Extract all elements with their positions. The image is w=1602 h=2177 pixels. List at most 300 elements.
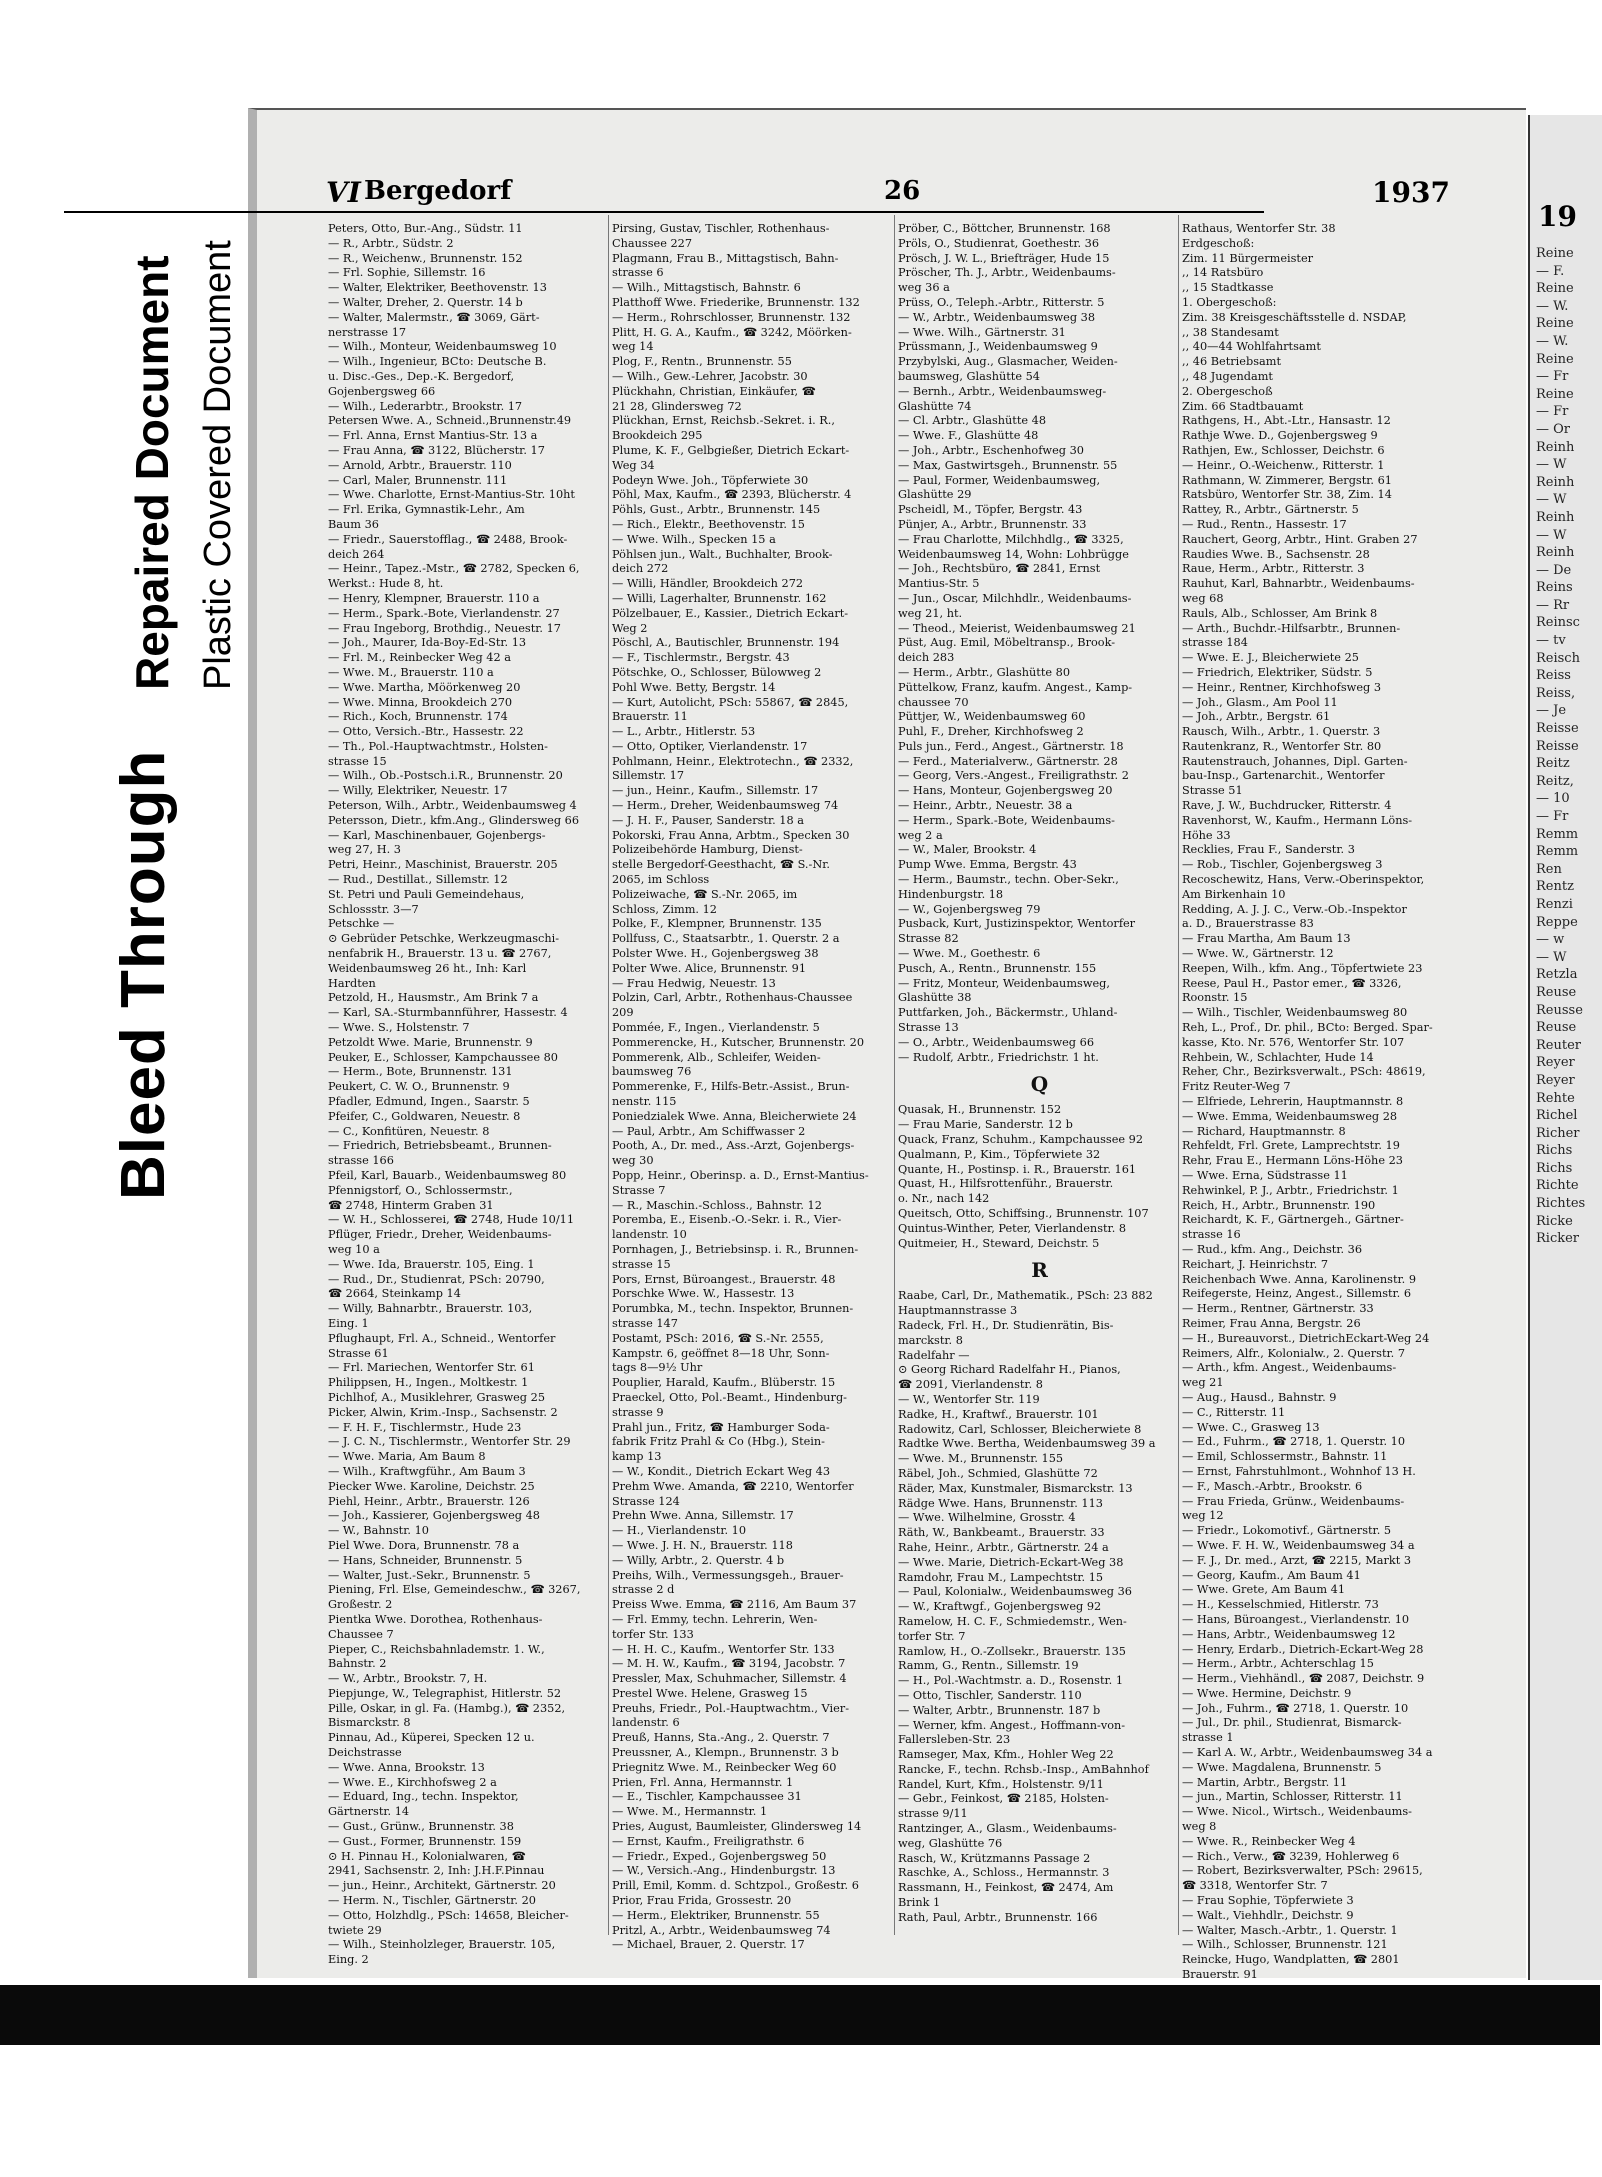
directory-entry: Brookdeich 295 (612, 429, 703, 443)
directory-entry: — Arth., kfm. Angest., Weidenbaums- (1182, 1361, 1397, 1375)
directory-entry: Schlossstr. 3—7 (328, 902, 419, 916)
directory-entry: Prüss, O., Teleph.-Arbtr., Ritterstr. 5 (898, 295, 1105, 309)
directory-entry: — Karl, Maschinenbauer, Gojenbergs- (328, 828, 546, 842)
directory-entry: — Rud., Rentn., Hassestr. 17 (1182, 517, 1347, 531)
directory-entry: weg 21, ht. (898, 606, 963, 620)
directory-entry: Poremba, E., Eisenb.-O.-Sekr. i. R., Vier- (612, 1213, 842, 1227)
directory-entry: — H., Bureauvorst., DietrichEckart-Weg 24 (1182, 1331, 1430, 1345)
directory-entry: — Wwe. Grete, Am Baum 41 (1182, 1583, 1346, 1597)
directory-entry: — Karl, SA.-Sturmbannführer, Hassestr. 4 (328, 1006, 568, 1020)
directory-entry: Puhl, F., Dreher, Kirchhofsweg 2 (898, 725, 1084, 739)
directory-entry: weg 36 a (898, 281, 950, 295)
directory-column-3 (898, 222, 1181, 1942)
directory-entry: — Joh., Maurer, Ida-Boy-Ed-Str. 13 (328, 636, 527, 650)
directory-entry: Preihs, Wilh., Vermessungsgeh., Brauer- (612, 1568, 844, 1582)
directory-entry: — Frl. Sophie, Sillemstr. 16 (328, 266, 486, 280)
directory-entry: u. Disc.-Ges., Dep.-K. Bergedorf, (328, 369, 515, 383)
directory-entry: — Henry, Erdarb., Dietrich-Eckart-Weg 28 (1182, 1642, 1424, 1656)
directory-entry: Rath, Paul, Arbtr., Brunnenstr. 166 (898, 1910, 1098, 1924)
directory-entry: — Max, Gastwirtsgeh., Brunnenstr. 55 (898, 458, 1118, 472)
directory-entry: Ramelow, H. C. F., Schmiedemstr., Wen- (898, 1614, 1127, 1628)
directory-entry: strasse 166 (328, 1154, 394, 1168)
directory-entry: Pöhls, Gust., Arbtr., Brunnenstr. 145 (612, 503, 821, 517)
directory-entry: — E., Tischler, Kampchaussee 31 (612, 1790, 802, 1804)
directory-entry: — Wwe. Ida, Brauerstr. 105, Eing. 1 (328, 1257, 535, 1271)
directory-entry: Püttjer, W., Weidenbaumsweg 60 (898, 710, 1086, 724)
directory-entry: Redding, A. J. J. C., Verw.-Ob.-Inspektor (1182, 902, 1407, 916)
directory-entry: Raudies Wwe. B., Sachsenstr. 28 (1182, 547, 1370, 561)
directory-entry: — Emil, Schlossermstr., Bahnstr. 11 (1182, 1450, 1388, 1464)
directory-entry: — Wwe. Wilh., Specken 15 a (612, 532, 776, 546)
directory-entry: — Joh., Glasm., Am Pool 11 (1182, 695, 1338, 709)
directory-entry: Recoschewitz, Hans, Verw.-Oberinspektor, (1182, 873, 1425, 887)
directory-entry: Fritz Reuter-Weg 7 (1182, 1080, 1291, 1094)
directory-entry: Popp, Heinr., Oberinsp. a. D., Ernst-Mantius- (612, 1169, 869, 1182)
directory-entry: — Werner, kfm. Angest., Hoffmann-von- (898, 1718, 1126, 1732)
directory-entry: Pöhl, Max, Kaufm., ☎ 2393, Blücherstr. 4 (612, 488, 852, 502)
directory-entry: — F. J., Dr. med., Arzt, ☎ 2215, Markt 3 (1182, 1553, 1412, 1567)
directory-entry: — Bernh., Arbtr., Weidenbaumsweg- (898, 384, 1107, 398)
directory-entry: — Walter, Elektriker, Beethovenstr. 13 (328, 281, 547, 295)
directory-entry: — Rud., Destillat., Sillemstr. 12 (328, 873, 508, 887)
directory-entry: Reimers, Alfr., Kolonialw., 2. Querstr. 7 (1182, 1346, 1406, 1360)
directory-entry: Baum 36 (328, 517, 379, 531)
directory-entry: Rathgens, H., Abt.-Ltr., Hansastr. 12 (1182, 414, 1391, 428)
directory-entry: Räbel, Joh., Schmied, Glashütte 72 (898, 1466, 1098, 1480)
directory-entry: — W., Bahnstr. 10 (328, 1524, 429, 1538)
directory-entry: — Wwe. Marie, Dietrich-Eckart-Weg 38 (898, 1555, 1124, 1569)
directory-entry: Prüssmann, J., Weidenbaumsweg 9 (898, 340, 1098, 354)
directory-entry: Reichart, J. Heinrichstr. 7 (1182, 1257, 1329, 1271)
directory-entry: Qualmann, P., Kim., Töpferwiete 32 (898, 1147, 1101, 1161)
directory-entry: — H., Kesselschmied, Hitlerstr. 73 (1182, 1598, 1379, 1612)
directory-entry: — W., Wentorfer Str. 119 (898, 1392, 1040, 1406)
directory-entry: — Heinr., Tapez.-Mstr., ☎ 2782, Specken 6, (328, 562, 580, 576)
directory-entry: Piepjunge, W., Telegraphist, Hitlerstr. 52 (328, 1686, 562, 1700)
directory-entry: — Otto, Optiker, Vierlandenstr. 17 (612, 739, 808, 753)
directory-entry: — J. H. F., Pauser, Sanderstr. 18 a (612, 813, 804, 827)
directory-entry: Pries, August, Baumleister, Glindersweg 14 (612, 1820, 862, 1834)
directory-entry: kamp 13 (612, 1450, 662, 1464)
directory-entry: Pfeil, Karl, Bauarb., Weidenbaumsweg 80 (328, 1169, 567, 1182)
directory-entry: — H., Vierlandenstr. 10 (612, 1524, 747, 1538)
directory-entry: Hardten (328, 976, 376, 990)
directory-entry: Rassmann, H., Feinkost, ☎ 2474, Am (898, 1881, 1114, 1895)
directory-entry: Preuß, Hanns, Sta.-Ang., 2. Querstr. 7 (612, 1731, 830, 1745)
directory-entry: ,, 40—44 Wohlfahrtsamt (1182, 340, 1321, 354)
directory-entry: Petersen Wwe. A., Schneid.,Brunnenstr.49 (328, 414, 572, 428)
directory-entry: — Rud., Dr., Studienrat, PSch: 20790, (328, 1272, 545, 1286)
directory-entry: Plume, K. F., Gelbgießer, Dietrich Eckart- (612, 443, 850, 457)
directory-entry: weg 8 (1182, 1820, 1217, 1834)
directory-entry: — Wilh., Steinholzleger, Brauerstr. 105, (328, 1938, 556, 1952)
directory-entry: — Wwe. F. H. W., Weidenbaumsweg 34 a (1182, 1538, 1415, 1552)
directory-entry: Zim. 66 Stadtbauamt (1182, 399, 1304, 413)
directory-entry: Ratsbüro, Wentorfer Str. 38, Zim. 14 (1182, 488, 1392, 502)
directory-entry: weg 27, H. 3 (328, 843, 401, 857)
directory-entry: nenstr. 115 (612, 1095, 677, 1109)
directory-entry: Deichstrasse (328, 1746, 402, 1760)
directory-entry: Pröscher, Th. J., Arbtr., Weidenbaums- (898, 266, 1116, 280)
directory-entry: — Th., Pol.-Hauptwachtmstr., Holsten- (328, 739, 548, 753)
directory-entry: Pöschl, A., Bautischler, Brunnenstr. 194 (612, 636, 840, 650)
repaired-document-label: Repaired Document (126, 255, 178, 690)
directory-entry: — Martin, Arbtr., Bergstr. 11 (1182, 1775, 1348, 1789)
directory-column-2 (612, 222, 895, 1952)
directory-entry: Mantius-Str. 5 (898, 577, 980, 591)
directory-entry: — Wwe. W., Gärtnerstr. 12 (1182, 947, 1334, 961)
directory-entry: Preuhs, Friedr., Pol.-Hauptwachtm., Vier- (612, 1701, 850, 1715)
directory-entry: weg 21 (1182, 1376, 1224, 1390)
directory-entry: strasse 9 (612, 1405, 664, 1419)
directory-entry: Picker, Alwin, Krim.-Insp., Sachsenstr. 2 (328, 1405, 558, 1419)
directory-entry: Pfadler, Edmund, Ingen., Saarstr. 5 (328, 1095, 530, 1109)
directory-entry: Rädge Wwe. Hans, Brunnenstr. 113 (898, 1496, 1103, 1510)
directory-entry: — Heinr., O.-Weichenw., Ritterstr. 1 (1182, 458, 1385, 472)
directory-entry: — Rud., kfm. Ang., Deichstr. 36 (1182, 1242, 1363, 1256)
directory-entry: strasse 16 (1182, 1228, 1241, 1242)
directory-entry: Reifegerste, Heinz, Angest., Sillemstr. 6 (1182, 1287, 1412, 1301)
directory-entry: Chaussee 227 (612, 236, 693, 250)
directory-entry: — Wwe. C., Grasweg 13 (1182, 1420, 1320, 1434)
directory-entry: Prahl jun., Fritz, ☎ Hamburger Soda- (612, 1420, 830, 1434)
directory-entry: Raue, Herm., Arbtr., Ritterstr. 3 (1182, 562, 1365, 576)
directory-entry: — Arnold, Arbtr., Brauerstr. 110 (328, 458, 512, 472)
directory-entry: Reichardt, K. F., Gärtnergeh., Gärtner- (1182, 1213, 1404, 1227)
directory-entry: — Gebr., Feinkost, ☎ 2185, Holsten- (898, 1792, 1109, 1806)
directory-entry: Platthoff Wwe. Friederike, Brunnenstr. 132 (612, 295, 860, 309)
directory-entry: — Ed., Fuhrm., ☎ 2718, 1. Querstr. 10 (1182, 1435, 1406, 1449)
directory-entry: Porschke Wwe. W., Hassestr. 13 (612, 1287, 795, 1301)
directory-entry: Peuker, E., Schlosser, Kampchaussee 80 (328, 1050, 558, 1064)
directory-entry: marckstr. 8 (898, 1333, 963, 1347)
directory-entry: ,, 14 Ratsbüro (1182, 266, 1264, 280)
directory-entry: — Willy, Elektriker, Neuestr. 17 (328, 784, 508, 798)
directory-entry: — Herm., Bote, Brunnenstr. 131 (328, 1065, 513, 1079)
directory-entry: Rasch, W., Krützmanns Passage 2 (898, 1851, 1091, 1865)
directory-entry: — Joh., Arbtr., Bergstr. 61 (1182, 710, 1331, 724)
directory-entry: Prehn Wwe. Anna, Sillemstr. 17 (612, 1509, 794, 1523)
directory-entry: Polke, F., Klempner, Brunnenstr. 135 (612, 917, 822, 931)
directory-entry: — Herm., Dreher, Weidenbaumsweg 74 (612, 799, 839, 813)
directory-entry: Praeckel, Otto, Pol.-Beamt., Hindenburg- (612, 1390, 848, 1404)
directory-entry: Prior, Frau Frida, Grossestr. 20 (612, 1894, 792, 1908)
directory-entry: Bahnstr. 2 (328, 1657, 387, 1671)
directory-entry: Am Birkenhain 10 (1182, 887, 1286, 901)
directory-entry: — Frau Charlotte, Milchhdlg., ☎ 3325, (898, 532, 1124, 546)
directory-entry: ⊙ Gebrüder Petschke, Werkzeugmaschi- (328, 932, 560, 946)
directory-entry: ☎ 2091, Vierlandenstr. 8 (898, 1378, 1043, 1392)
directory-entry: Puttfarken, Joh., Bäckermstr., Uhland- (898, 1006, 1118, 1020)
directory-entry: — J. C. N., Tischlermstr., Wentorfer Str. 29 (328, 1435, 571, 1449)
directory-entry: Pfennigstorf, O., Schlossermstr., (328, 1183, 513, 1197)
directory-entry: Pommerenk, Alb., Schleifer, Weiden- (612, 1050, 821, 1064)
directory-entry: — Wwe. E. J., Bleicherwiete 25 (1182, 651, 1359, 665)
directory-entry: — jun., Martin, Schlosser, Ritterstr. 11 (1182, 1790, 1403, 1804)
directory-entry: Petri, Heinr., Maschinist, Brauerstr. 205 (328, 858, 558, 872)
directory-entry: Polizeiwache, ☎ S.-Nr. 2065, im (612, 887, 798, 901)
directory-entry: — Willi, Händler, Brookdeich 272 (612, 577, 804, 591)
directory-entry: — Karl A. W., Arbtr., Weidenbaumsweg 34 a (1182, 1746, 1433, 1760)
directory-entry: — Georg, Vers.-Angest., Freiligrathstr. 2 (898, 769, 1129, 783)
directory-entry: strasse 1 (1182, 1731, 1234, 1745)
directory-entry: — Michael, Brauer, 2. Querstr. 17 (612, 1938, 805, 1952)
directory-entry: Chaussee 7 (328, 1627, 394, 1641)
directory-entry: Pommerenke, F., Hilfs-Betr.-Assist., Brun- (612, 1080, 850, 1094)
directory-entry: Pouplier, Harald, Kaufm., Blüberstr. 15 (612, 1376, 836, 1390)
directory-entry: — Frau Anna, ☎ 3122, Blücherstr. 17 (328, 443, 545, 457)
directory-entry: Gojenbergsweg 66 (328, 384, 436, 398)
directory-entry: — Wwe. Wilh., Gärtnerstr. 31 (898, 325, 1066, 339)
directory-entry: ,, 15 Stadtkasse (1182, 281, 1274, 295)
directory-entry: Rantzinger, A., Glasm., Weidenbaums- (898, 1822, 1117, 1836)
directory-entry: Plückhahn, Christian, Einkäufer, ☎ (612, 384, 816, 398)
directory-entry: weg 2 a (898, 828, 943, 842)
directory-entry: Rancke, F., techn. Rchsb.-Insp., AmBahnhof (898, 1762, 1149, 1776)
directory-entry: 209 (612, 1006, 634, 1020)
directory-entry: Pump Wwe. Emma, Bergstr. 43 (898, 858, 1077, 872)
page-number: 26 (884, 176, 921, 206)
directory-entry: Glashütte 74 (898, 399, 972, 413)
page-year: 1937 (1372, 176, 1450, 209)
directory-entry: Preussner, A., Klempn., Brunnenstr. 3 b (612, 1746, 839, 1760)
directory-entry: kasse, Kto. Nr. 576, Wentorfer Str. 107 (1182, 1035, 1405, 1049)
directory-entry: Pötschke, O., Schlosser, Bülowweg 2 (612, 665, 822, 679)
directory-entry: tags 8—9½ Uhr (612, 1361, 703, 1375)
directory-entry: ,, 48 Jugendamt (1182, 369, 1273, 383)
directory-entry: Polzin, Carl, Arbtr., Rothenhaus-Chaussee (612, 991, 853, 1005)
directory-entry: — Paul, Kolonialw., Weidenbaumsweg 36 (898, 1585, 1132, 1599)
directory-entry: Rathje Wwe. D., Gojenbergsweg 9 (1182, 429, 1378, 443)
directory-entry: — Rob., Tischler, Gojenbergsweg 3 (1182, 858, 1383, 872)
directory-entry: Quitmeier, H., Steward, Deichstr. 5 (898, 1236, 1100, 1250)
directory-entry: — Rudolf, Arbtr., Friedrichstr. 1 ht. (898, 1050, 1099, 1064)
directory-entry: Ramlow, H., O.-Zollsekr., Brauerstr. 135 (898, 1644, 1126, 1658)
directory-entry: strasse 15 (612, 1257, 671, 1271)
directory-entry: ,, 46 Betriebsamt (1182, 355, 1281, 369)
directory-entry: — Georg, Kaufm., Am Baum 41 (1182, 1568, 1361, 1582)
directory-entry: — Wwe. Wilhelmine, Grosstr. 4 (898, 1511, 1076, 1525)
directory-entry: — Wwe. Minna, Brookdeich 270 (328, 695, 513, 709)
directory-entry: — C., Ritterstr. 11 (1182, 1405, 1286, 1419)
directory-column-4 (1182, 222, 1464, 1982)
directory-entry: St. Petri und Pauli Gemeindehaus, (328, 887, 525, 901)
directory-entry: Pöhlsen jun., Walt., Buchhalter, Brook- (612, 547, 833, 561)
directory-entry: Räder, Max, Kunstmaler, Bismarckstr. 13 (898, 1481, 1133, 1495)
directory-entry: — Frl. M., Reinbecker Weg 42 a (328, 651, 512, 665)
directory-entry: Roonstr. 15 (1182, 991, 1248, 1005)
directory-entry: — Heinr., Arbtr., Neuestr. 38 a (898, 799, 1073, 813)
directory-entry: Pollfuss, C., Staatsarbtr., 1. Querstr. 2 a (612, 932, 840, 946)
directory-entry: Pientka Wwe. Dorothea, Rothenhaus- (328, 1612, 543, 1626)
directory-entry: Rautenstrauch, Johannes, Dipl. Garten- (1182, 754, 1408, 768)
directory-entry: Rehbein, W., Schlachter, Hude 14 (1182, 1050, 1374, 1064)
directory-entry: Strasse 61 (328, 1346, 389, 1360)
directory-entry: Ramm, G., Rentn., Sillemstr. 19 (898, 1659, 1079, 1673)
directory-entry: Weidenbaumsweg 14, Wohn: Lohbrügge (898, 547, 1129, 561)
directory-entry: — Joh., Rechtsbüro, ☎ 2841, Ernst (898, 562, 1101, 576)
directory-entry: Peters, Otto, Bur.-Ang., Südstr. 11 (328, 222, 523, 235)
directory-entry: — jun., Heinr., Architekt, Gärtnerstr. 20 (328, 1879, 556, 1893)
directory-entry: — H. H. C., Kaufm., Wentorfer Str. 133 (612, 1642, 835, 1656)
directory-entry: — Wwe. Charlotte, Ernst-Mantius-Str. 10ht (328, 488, 575, 502)
directory-entry: — W., Gojenbergsweg 79 (898, 902, 1041, 916)
directory-entry: strasse 9/11 (898, 1807, 968, 1821)
directory-entry: — Rich., Verw., ☎ 3239, Hohlerweg 6 (1182, 1849, 1400, 1863)
adjacent-page-text: Reine — F. Reine — W. Reine — W. Reine — Fr Reine — Fr — Or Reinh — W Reinh — W Reinh — W Reinh — De Reins — Rr Reinsc — tv Reisch Reiss Reiss, — Je Reisse Reisse Reitz Reitz, — 10 — Fr Remm Remm Ren Rentz Renzi Reppe — w — W Retzla Reuse Reusse Reuse Reuter Reyer Reyer Rehte Richel Richer Richs Richs Richte Richtes Ricke Ricker (1536, 246, 1586, 1247)
directory-entry: Pirsing, Gustav, Tischler, Rothenhaus- (612, 222, 830, 235)
directory-entry: Strasse 124 (612, 1494, 680, 1508)
directory-entry: Pichlhof, A., Musiklehrer, Grasweg 25 (328, 1390, 546, 1404)
directory-entry: Piening, Frl. Else, Gemeindeschw., ☎ 3267, (328, 1583, 581, 1597)
page-place-name: Bergedorf (364, 176, 512, 206)
directory-entry: Raabe, Carl, Dr., Mathematik., PSch: 23 882 (898, 1289, 1153, 1303)
directory-entry: — Wilh., Mittagstisch, Bahnstr. 6 (612, 281, 801, 295)
directory-entry: Radeck, Frl. H., Dr. Studienrätin, Bis- (898, 1318, 1114, 1332)
directory-entry: Reimer, Frau Anna, Bergstr. 26 (1182, 1316, 1361, 1330)
directory-entry: — Wilh., Gew.-Lehrer, Jacobstr. 30 (612, 369, 808, 383)
directory-entry: fabrik Fritz Prahl & Co (Hbg.), Stein- (612, 1435, 826, 1449)
directory-entry: Radowitz, Carl, Schlosser, Bleicherwiete 8 (898, 1422, 1142, 1436)
directory-entry: Ravenhorst, W., Kaufm., Hermann Löns- (1182, 813, 1413, 827)
directory-entry: landenstr. 6 (612, 1716, 680, 1730)
directory-entry: — Richard, Hauptmannstr. 8 (1182, 1124, 1346, 1138)
directory-entry: Prien, Frl. Anna, Hermannstr. 1 (612, 1775, 794, 1789)
directory-entry: Reher, Chr., Bezirksverwalt., PSch: 48619, (1182, 1065, 1426, 1079)
directory-entry: — Herm. N., Tischler, Gärtnerstr. 20 (328, 1894, 536, 1908)
directory-entry: Priegnitz Wwe. M., Reinbecker Weg 60 (612, 1760, 837, 1774)
directory-entry: — Herm., Spark.-Bote, Weidenbaums- (898, 813, 1115, 827)
directory-entry: — Otto, Versich.-Btr., Hassestr. 22 (328, 725, 524, 739)
directory-entry: — Herm., Arbtr., Glashütte 80 (898, 665, 1071, 679)
directory-entry: Rave, J. W., Buchdrucker, Ritterstr. 4 (1182, 799, 1392, 813)
directory-entry: Piel Wwe. Dora, Brunnenstr. 78 a (328, 1538, 520, 1552)
directory-entry: Gärtnerstr. 14 (328, 1805, 410, 1819)
directory-entry: baumsweg, Glashütte 54 (898, 369, 1040, 383)
directory-entry: Peterson, Wilh., Arbtr., Weidenbaumsweg 4 (328, 799, 577, 813)
directory-entry: — H., Pol.-Wachtmstr. a. D., Rosenstr. 1 (898, 1674, 1124, 1688)
directory-entry: — Wwe. Hermine, Deichstr. 9 (1182, 1686, 1352, 1700)
directory-entry: deich 264 (328, 547, 385, 561)
directory-entry: Recklies, Frau F., Sanderstr. 3 (1182, 843, 1355, 857)
directory-entry: Brauerstr. 11 (612, 710, 688, 724)
directory-entry: Pflüger, Friedr., Dreher, Weidenbaums- (328, 1228, 552, 1242)
header-rule (64, 211, 1264, 213)
directory-entry: — Herm., Rentner, Gärtnerstr. 33 (1182, 1302, 1374, 1316)
directory-entry: 21 28, Glindersweg 72 (612, 399, 742, 413)
directory-entry: Höhe 33 (1182, 828, 1231, 842)
directory-entry: — Wilh., Kraftwgführ., Am Baum 3 (328, 1464, 526, 1478)
directory-entry: landenstr. 10 (612, 1228, 687, 1242)
directory-entry: Pröls, O., Studienrat, Goethestr. 36 (898, 236, 1100, 250)
directory-entry: Kampstr. 6, geöffnet 8—18 Uhr, Sonn- (612, 1346, 830, 1360)
directory-entry: Hindenburgstr. 18 (898, 887, 1004, 901)
directory-entry: 2065, im Schloss (612, 873, 710, 887)
directory-entry: Weg 34 (612, 458, 655, 472)
directory-entry: — Frau Martha, Am Baum 13 (1182, 932, 1351, 946)
directory-entry: — Herm., Rohrschlosser, Brunnenstr. 132 (612, 310, 851, 324)
directory-entry: — Otto, Tischler, Sanderstr. 110 (898, 1688, 1082, 1702)
directory-entry: weg, Glashütte 76 (898, 1836, 1003, 1850)
directory-entry: ⊙ Georg Richard Radelfahr H., Pianos, (898, 1363, 1121, 1377)
directory-entry: — Hans, Büroangest., Vierlandenstr. 10 (1182, 1612, 1410, 1626)
directory-entry: o. Nr., nach 142 (898, 1192, 990, 1206)
directory-entry: Pritzl, A., Arbtr., Weidenbaumsweg 74 (612, 1923, 831, 1937)
directory-entry: Przybylski, Aug., Glasmacher, Weiden- (898, 355, 1118, 369)
directory-entry: Polster Wwe. H., Gojenbergsweg 38 (612, 947, 819, 961)
directory-entry: baumsweg 76 (612, 1065, 692, 1079)
directory-entry: Püttelkow, Franz, kaufm. Angest., Kamp- (898, 680, 1133, 694)
directory-entry: chaussee 70 (898, 695, 969, 709)
directory-entry: ☎ 3318, Wentorfer Str. 7 (1182, 1879, 1328, 1893)
directory-entry: — Walter, Masch.-Arbtr., 1. Querstr. 1 (1182, 1923, 1398, 1937)
directory-entry: — Jun., Oscar, Milchhdlr., Weidenbaums- (898, 591, 1132, 605)
scan-border-bar (0, 1985, 1600, 2045)
directory-entry: Piehl, Heinr., Arbtr., Brauerstr. 126 (328, 1494, 530, 1508)
directory-entry: — Fritz, Monteur, Weidenbaumsweg, (898, 976, 1111, 990)
directory-entry: — Ernst, Kaufm., Freiligrathstr. 6 (612, 1834, 805, 1848)
directory-entry: Pornhagen, J., Betriebsinsp. i. R., Brunnen- (612, 1242, 859, 1256)
directory-entry: — Theod., Meierist, Weidenbaumsweg 21 (898, 621, 1136, 635)
directory-entry: Pohl Wwe. Betty, Bergstr. 14 (612, 680, 776, 694)
directory-column-1 (328, 222, 611, 1967)
directory-entry: — C., Konfitüren, Neuestr. 8 (328, 1124, 490, 1138)
directory-entry: Strasse 51 (1182, 784, 1243, 798)
directory-entry: Queitsch, Otto, Schiffsing., Brunnenstr. 107 (898, 1207, 1149, 1220)
directory-entry: Rautenkranz, R., Wentorfer Str. 80 (1182, 739, 1382, 753)
directory-entry: Zim. 11 Bürgermeister (1182, 251, 1314, 265)
directory-entry: Pflughaupt, Frl. A., Schneid., Wentorfer (328, 1331, 556, 1345)
directory-entry: nerstrasse 17 (328, 325, 407, 339)
directory-entry: — Herm., Arbtr., Achterschlag 15 (1182, 1657, 1374, 1671)
directory-entry: Eing. 1 (328, 1316, 369, 1330)
directory-entry: — Wilh., Monteur, Weidenbaumsweg 10 (328, 340, 557, 354)
directory-entry: — O., Arbtr., Weidenbaumsweg 66 (898, 1035, 1095, 1049)
directory-entry: — Walter, Just.-Sekr., Brunnenstr. 5 (328, 1568, 531, 1582)
directory-entry: Polizeibehörde Hamburg, Dienst- (612, 843, 803, 857)
directory-entry: — Walt., Viehhdlr., Deichstr. 9 (1182, 1908, 1354, 1922)
directory-entry: torfer Str. 7 (898, 1629, 966, 1643)
directory-entry: Pille, Oskar, in gl. Fa. (Hambg.), ☎ 2352, (328, 1701, 566, 1715)
directory-entry: — W., Kraftwgf., Gojenbergsweg 92 (898, 1600, 1102, 1614)
directory-entry: 2941, Sachsenstr. 2, Inh: J.H.F.Pinnau (328, 1864, 545, 1878)
directory-entry: Pokorski, Frau Anna, Arbtm., Specken 30 (612, 828, 850, 842)
directory-entry: — Wwe. Magdalena, Brunnenstr. 5 (1182, 1760, 1382, 1774)
directory-entry: twiete 29 (328, 1923, 382, 1937)
directory-entry: Rattey, R., Arbtr., Gärtnerstr. 5 (1182, 503, 1359, 517)
directory-entry: — Willi, Lagerhalter, Brunnenstr. 162 (612, 591, 827, 605)
directory-entry: Petzoldt Wwe. Marie, Brunnenstr. 9 (328, 1035, 533, 1049)
directory-entry: — Jul., Dr. phil., Studienrat, Bismarck- (1182, 1716, 1402, 1730)
adjacent-page-edge (1528, 115, 1602, 1980)
directory-entry: — R., Weichenw., Brunnenstr. 152 (328, 251, 523, 265)
directory-entry: — W., Versich.-Ang., Hindenburgstr. 13 (612, 1864, 836, 1878)
directory-entry: — Frl. Emmy, techn. Lehrerin, Wen- (612, 1612, 818, 1626)
directory-entry: Pölzelbauer, E., Kassier., Dietrich Eckart- (612, 606, 849, 620)
directory-entry: Puls jun., Ferd., Angest., Gärtnerstr. 18 (898, 739, 1124, 753)
directory-entry: Rathaus, Wentorfer Str. 38 (1182, 222, 1336, 235)
directory-entry: Prösch, J. W. L., Briefträger, Hude 15 (898, 251, 1110, 265)
directory-entry: nenfabrik H., Brauerstr. 13 u. ☎ 2767, (328, 947, 552, 961)
directory-entry: deich 283 (898, 651, 955, 665)
directory-entry: Strasse 13 (898, 1021, 959, 1035)
directory-entry: Zim. 38 Kreisgeschäftsstelle d. NSDAP, (1182, 310, 1407, 324)
directory-entry: strasse 15 (328, 754, 387, 768)
directory-entry: Quintus-Winther, Peter, Vierlandenstr. 8 (898, 1221, 1127, 1235)
directory-entry: — Friedr., Lokomotivf., Gärtnerstr. 5 (1182, 1524, 1392, 1538)
directory-entry: Piecker Wwe. Karoline, Deichstr. 25 (328, 1479, 535, 1493)
directory-entry: Pooth, A., Dr. med., Ass.-Arzt, Gojenbergs- (612, 1139, 855, 1153)
